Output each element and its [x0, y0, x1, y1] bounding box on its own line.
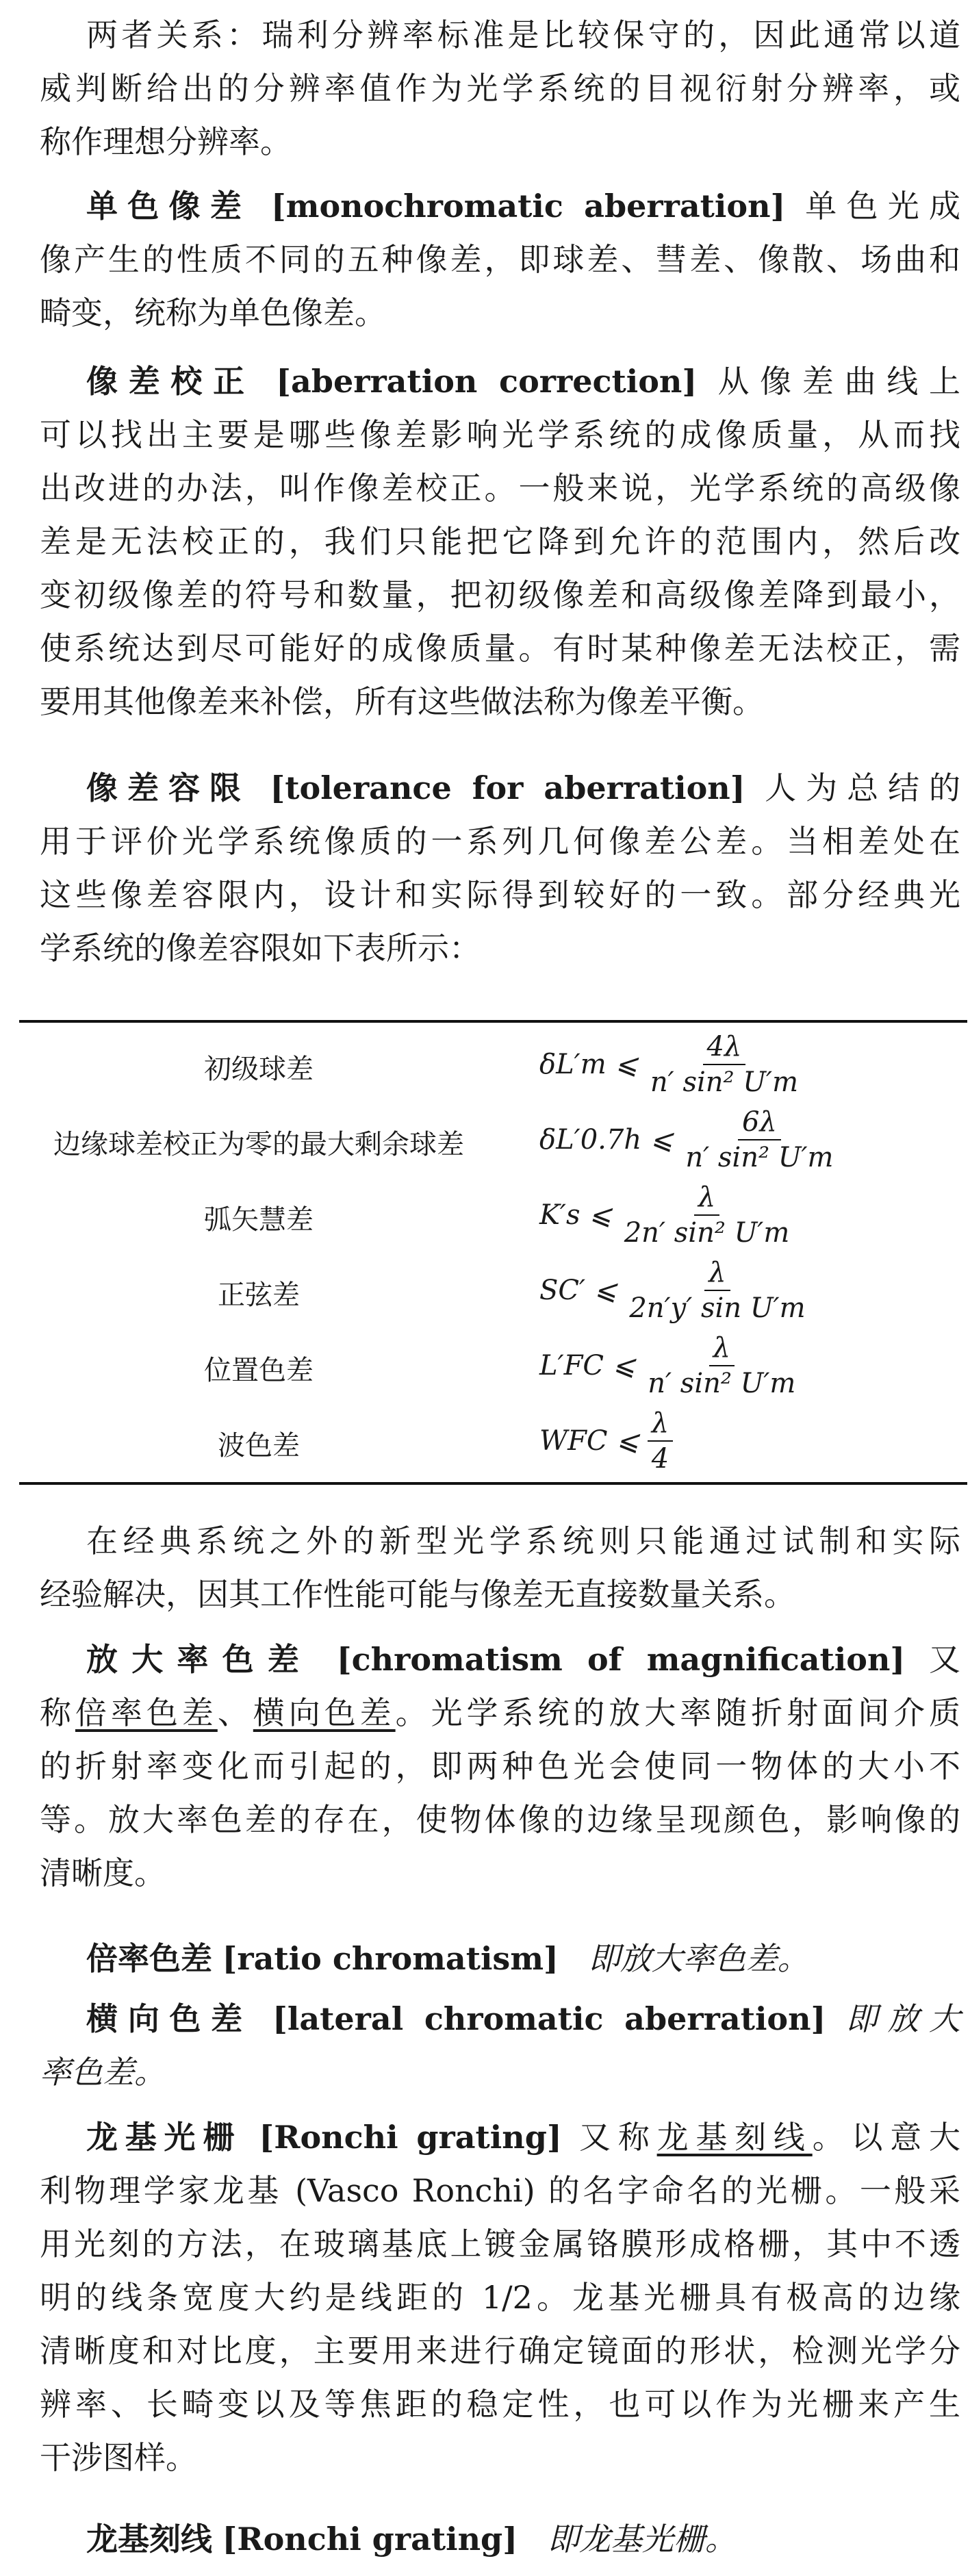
text-line: 这些像差容限内，设计和实际得到较好的一致。部分经典光 [40, 876, 960, 913]
entry-english: [aberration correction] [276, 363, 698, 400]
entry-monochromatic-aberration [40, 179, 960, 233]
text-line: 出改进的办法，叫作像差校正。一般来说，光学系统的高级像 [40, 470, 960, 507]
cross-reference-link[interactable]: 倍率色差 [75, 1694, 218, 1731]
table-cell-formula [539, 1027, 950, 1102]
entry-lateral-chromatic-aberration [40, 1992, 960, 2045]
table-cell-name: 波色差 [218, 1430, 300, 1462]
entry-term: 倍率色差 [86, 1940, 212, 1977]
entry-chromatism-body [40, 1686, 960, 1900]
table-top-rule [19, 1020, 967, 1023]
text-line: 称作理想分辨率。 [40, 123, 292, 160]
text-line: 像产生的性质不同的五种像差，即球差、彗差、像散、场曲和 [40, 241, 960, 278]
table-row [19, 1027, 967, 1102]
text-line: 利物理学家龙基 (Vasco Ronchi) 的名字命名的光栅。一般采 [40, 2172, 960, 2209]
entry-aberration-correction-body [40, 408, 960, 728]
formula-denominator: n′ sin² U′m [650, 1067, 799, 1098]
table-cell-name: 正弦差 [218, 1279, 300, 1311]
paragraph-resolution-relation-cont [40, 62, 960, 168]
text-span: 。光学系统的放大率随折射面间介质 [395, 1694, 961, 1731]
table-bottom-rule [19, 1482, 967, 1485]
formula-denominator: 4 [651, 1443, 669, 1475]
entry-aberration-correction [40, 355, 960, 408]
entry-term: 像差校正 [86, 363, 255, 400]
text-line: 等。放大率色差的存在，使物体像的边缘呈现颜色，影响像的 [40, 1801, 960, 1838]
text-line: 清晰度。 [40, 1854, 166, 1891]
text-span: 即放大 [845, 2000, 961, 2037]
formula-lhs: K′s ⩽ [539, 1199, 612, 1231]
text-span: 。以意大 [812, 2119, 961, 2156]
formula-lhs: L′FC ⩽ [539, 1350, 636, 1381]
entry-ronchi-ruling [40, 2512, 960, 2566]
formula-denominator: 2n′ sin² U′m [624, 1217, 790, 1249]
formula-numerator: 6λ [738, 1106, 781, 1140]
entry-term: 单色像差 [86, 188, 252, 225]
entry-english: [Ronchi grating] [222, 2521, 518, 2558]
entry-ratio-chromatism [40, 1932, 960, 1985]
entry-monochromatic-body [40, 233, 960, 340]
text-span: 称 [40, 1694, 75, 1731]
cross-reference-link[interactable]: 龙基刻线 [656, 2119, 813, 2156]
table-row [19, 1328, 967, 1403]
entry-ronchi-grating [40, 2110, 960, 2164]
table-cell-formula [539, 1102, 950, 1177]
text-line: 用光刻的方法，在玻璃基底上镀金属铬膜形成格栅，其中不透 [40, 2226, 960, 2262]
entry-english: [ratio chromatism] [222, 1940, 559, 1977]
paragraph-new-systems [40, 1514, 960, 1568]
entry-english: [Ronchi grating] [259, 2119, 562, 2156]
entry-english: [tolerance for aberration] [270, 769, 745, 806]
formula-lhs: δL′0.7h ⩽ [539, 1124, 674, 1156]
text-line: 明的线条宽度大约是线距的 1/2。龙基光栅具有极高的边缘 [40, 2279, 960, 2316]
text-line: 干涉图样。 [40, 2439, 197, 2476]
entry-term: 横向色差 [86, 2000, 253, 2037]
text-line: 威判断给出的分辨率值作为光学系统的目视衍射分辨率，或 [40, 70, 960, 107]
table-cell-name: 弧矢慧差 [204, 1204, 314, 1236]
table-cell-formula [539, 1328, 950, 1403]
table-row [19, 1177, 967, 1253]
text-line: 经验解决，因其工作性能可能与像差无直接数量关系。 [40, 1576, 795, 1613]
entry-term: 像差容限 [86, 769, 251, 806]
text-line: 可以找出主要是哪些像差影响光学系统的成像质量，从而找 [40, 416, 960, 453]
text-line: 变初级像差的符号和数量，把初级像差和高级像差降到最小， [40, 576, 960, 613]
formula-numerator: 4λ [703, 1031, 746, 1065]
entry-term: 龙基刻线 [86, 2521, 212, 2558]
text-line: 学系统的像差容限如下表所示： [40, 930, 481, 967]
table-cell-name: 位置色差 [204, 1355, 314, 1386]
text-line: 的折射率变化而引起的，即两种色光会使同一物体的大小不 [40, 1748, 960, 1785]
formula-denominator: 2n′y′ sin U′m [629, 1292, 806, 1324]
entry-lateral-body [40, 2045, 960, 2099]
table-row [19, 1253, 967, 1328]
formula-lhs: δL′m ⩽ [539, 1049, 638, 1080]
table-cell-name: 边缘球差校正为零的最大剩余球差 [53, 1129, 464, 1160]
entry-term: 放大率色差 [86, 1641, 314, 1678]
table-cell-formula [539, 1253, 950, 1328]
entry-chromatism-of-magnification [40, 1633, 960, 1686]
text-span: 从像差曲线上 [717, 363, 961, 400]
entry-english: [chromatism of magnification] [336, 1641, 906, 1678]
text-span: 又 [929, 1641, 961, 1678]
text-line: 在经典系统之外的新型光学系统则只能通过试制和实际 [86, 1522, 960, 1559]
text-line: 两者关系：瑞利分辨率标准是比较保守的，因此通常以道 [86, 16, 960, 53]
cross-reference-link[interactable]: 横向色差 [253, 1694, 396, 1731]
formula-numerator: λ [648, 1407, 673, 1442]
paragraph-new-systems-cont [40, 1568, 960, 1621]
text-span: 、 [217, 1694, 253, 1731]
entry-tolerance-body [40, 815, 960, 975]
text-line: 差是无法校正的，我们只能把它降到允许的范围内，然后改 [40, 523, 960, 560]
paragraph-resolution-relation [40, 8, 960, 62]
table-cell-name: 初级球差 [204, 1054, 314, 1085]
entry-tolerance-for-aberration [40, 761, 960, 815]
text-line: 使系统达到尽可能好的成像质量。有时某种像差无法校正，需 [40, 630, 960, 667]
formula-denominator: n′ sin² U′m [648, 1368, 796, 1399]
table-cell-formula [539, 1403, 950, 1479]
entry-english: [monochromatic aberration] [271, 188, 786, 225]
text-line: 要用其他像差来补偿，所有这些做法称为像差平衡。 [40, 683, 764, 720]
formula-numerator: λ [709, 1332, 735, 1366]
table-row [19, 1403, 967, 1479]
formula-numerator: λ [704, 1257, 730, 1291]
formula-lhs: WFC ⩽ [539, 1425, 639, 1457]
text-line: 畸变，统称为单色像差。 [40, 294, 386, 331]
text-span: 又称 [579, 2119, 657, 2156]
entry-term: 龙基光栅 [86, 2119, 242, 2156]
text-span: 人为总结的 [765, 769, 961, 806]
text-line: 清晰度和对比度，主要用来进行确定镜面的形状，检测光学分 [40, 2332, 960, 2369]
entry-english: [lateral chromatic aberration] [272, 2000, 826, 2037]
text-span: 即放大率色差。 [588, 1940, 809, 1977]
formula-numerator: λ [694, 1182, 719, 1216]
text-span: 单色光成 [805, 188, 961, 225]
entry-ronchi-body [40, 2164, 960, 2484]
table-cell-formula [539, 1177, 950, 1253]
formula-lhs: SC′ ⩽ [539, 1275, 617, 1306]
text-line: 率色差。 [40, 2054, 166, 2091]
formula-denominator: n′ sin² U′m [685, 1142, 834, 1173]
table-row [19, 1102, 967, 1177]
text-line: 辨率、长畸变以及等焦距的稳定性，也可以作为光栅来产生 [40, 2386, 960, 2423]
text-span: 即龙基光栅。 [547, 2521, 737, 2558]
text-line: 用于评价光学系统像质的一系列几何像差公差。当相差处在 [40, 823, 960, 860]
